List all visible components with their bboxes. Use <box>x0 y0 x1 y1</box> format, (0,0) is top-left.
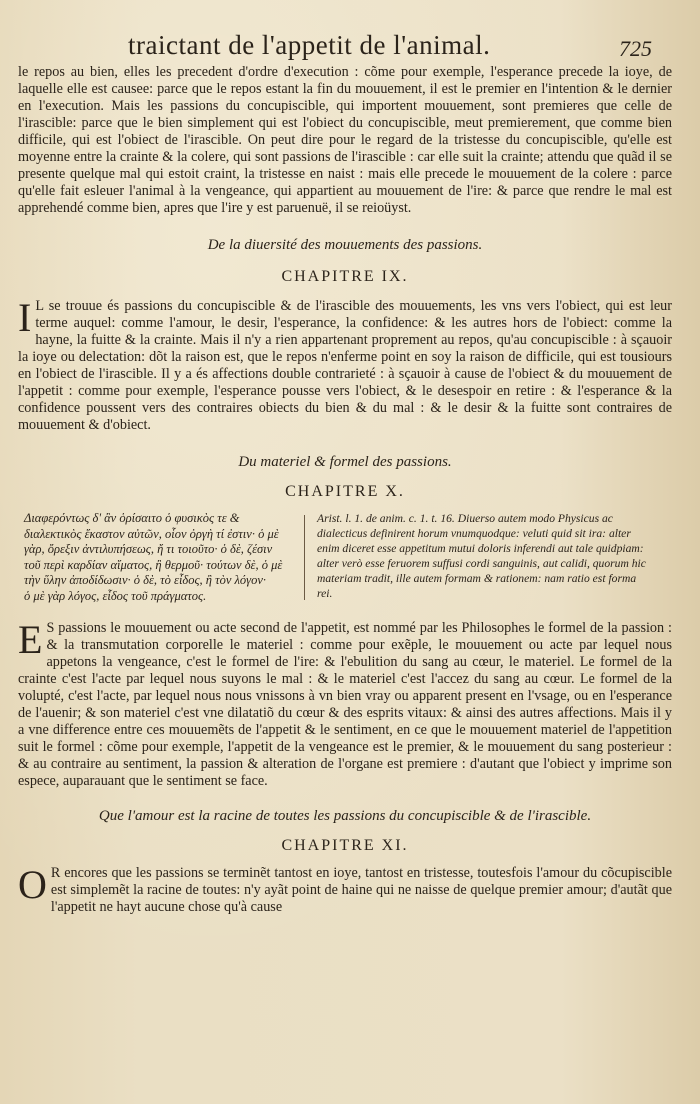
chapter-ix-text: L se trouue és passions du concupiscible & de l'irascible des mouuements, les vns vers l'obiect, qui est leur terme auquel: comme l'amour, le desir, l'esperance, la confidence: & les autres hors de l'obiect: comme la hayne, la fuitte & la crainte. Mais il n'y a rien appartenant proprement au repos, qu'au concupiscible : à sçauoir la ioye ou delectation: dõt la raison est, que le repos n'enferme point en soy la raison de difficile, qui est tousiours en l'obiect de l'irascible. Il y a és affections double contrarieté : à sçauoir à cause de l'obiect & du mouuement de l'appetit : comme pour exemple, l'esperance pousse vers l'obiect, & le desespoir en retire : & l'esperance & la confidence poussent vers des contraires obiects du bien & du mal : & le desir & la fuitte sont contraires de mouuement & d'obiect. <box>18 298 672 433</box>
page-number: 725 <box>619 36 652 61</box>
chapter-ix-paragraph <box>18 295 672 434</box>
dropcap-x: E <box>18 617 43 662</box>
chapter-xi-text: R encores que les passions se terminẽt tantost en ioye, tantost en tristesse, toutesfois l'amour du cõcupiscible est simplemẽt la racine de toutes: n'y ayãt point de haine qui ne naisse de quelque premier amour; d'autãt que l'appetit ne hayt aucune chose qu'à cause <box>50 865 672 915</box>
chapter-x-text: S passions le mouuement ou acte second de l'appetit, est nommé par les Philosophes le formel de la passion : & la transmutation corporelle le materiel : comme pour exẽple, le mouuement ou acte par lequel nous appetons la vengeance, c'est le formel de l'ire: & l'ebulition du sang au cœur, le materiel. Le formel de la crainte c'est l'acte par lequel nous suyons le mal : & le materiel c'est l'accez du sang au cœur. Le formel de la volupté, c'est l'acte, par lequel nous nous vnissons à vn bien vray ou apparent present en l'vsage, ou en l'esperance de l'auenir; & son materiel c'est vne dilatatiõ du cœur & des esprits vitaux: & ainsi des autres affections. Mais il y a vne difference entre ces mouuemẽts de l'appetit & le sentiment, en ce que le mouuement materiel de l'appetition suit le formel : cõme pour exemple, l'appetit de la vengeance est le premier, & le mouuement du sang posterieur : & au contraire au sentiment, la passion & alteration de l'organe est premiere : d'autant que l'obiect y imprime son espece, auparauant que le sentiment se face. <box>18 620 672 789</box>
chapter-heading-ix: CHAPITRE IX. <box>281 268 409 285</box>
dropcap-xi: O <box>18 862 47 907</box>
greek-quotation <box>24 511 296 604</box>
greek-line: ὁ μὲ γὰρ λόγος, εἶδος τοῦ πράγματος. <box>24 588 207 603</box>
greek-line: Διαφερόντως δ' ἂν ὁρίσαιτο ὁ φυσικὸς τε & <box>24 511 240 525</box>
intro-paragraph: le repos au bien, elles les precedent d'ordre d'execution : cõme pour exemple, l'esperance precede la ioye, de laquelle elle est causee: parce que le repos estant la fin du mouuement, il est le premier en l'intention & le dernier en l'execution. Mais les passions du concupiscible, qui importent mouuement, sont premieres que celle de l'irascible: parce que le bien simplement qui est l'obiect du concupiscible, meut premierement, que comme bien difficile, qui est l'obiect de l'irascible. On peut dire pour le regard de la tristesse du concupiscible, qu'elle est moyenne entre la crainte & la colere, qui sont passions de l'irascible : car elle suit la crainte; attendu que quãd il se presente quelque mal qui estoit craint, la tristesse en naist : mais elle precede le mouuement de la colere : parce qu'elle fait esleuer l'animal à la vengeance, qui appartient au mouuement de l'ire: & parce que rendre le mal est apprehendé comme bien, apres que l'ire y est paruenuë, il se reioüyst. <box>18 64 672 216</box>
greek-line: τὴν ὕλην ἀποδίδωσιν· ὁ δὲ, τὸ εἶδος, ἢ τὸν λόγον· <box>24 573 267 587</box>
chapter-x-paragraph <box>18 617 672 790</box>
dropcap-ix: I <box>18 295 32 340</box>
latin-text: Diuerso autem modo Physicus ac dialecticus definirent horum vnumquodque: veluti quid sit ira: alter enim diceret esse appetitum mutui doloris inferendi aut tale quidpiam: alter verò esse feruorem suffusi cordi sanguinis, aut calidi, quorum hic materiam tradit, ille autem formam & rationem: nam ratio est forma rei. <box>317 512 646 600</box>
page-header <box>18 0 672 62</box>
chapter-xi-paragraph <box>18 862 672 916</box>
section-title-x: Du materiel & formel des passions. <box>238 454 452 470</box>
greek-line: τοῦ περὶ καρδίαν αἵματος, ἢ θερμοῦ· τούτων δὲ, ὁ μὲ <box>24 557 283 572</box>
section-title-xi: Que l'amour est la racine de toutes les passions du concupiscible & de l'irascible. <box>98 808 592 824</box>
greek-line: διαλεκτικὸς ἕκαστον αὐτῶν, οἷον ὀργὴ τί ἐστιν· ὁ μὲ <box>24 526 279 541</box>
running-title: traictant de l'appetit de l'animal. <box>128 30 491 60</box>
quotation-divider <box>304 515 305 600</box>
quotation-block <box>24 511 654 620</box>
greek-line: γὰρ, ὄρεξιν ἀντιλυπήσεως, ἤ τι τοιοῦτο· ὁ δὲ, ζέσιν <box>24 542 273 556</box>
chapter-heading-xi: CHAPITRE XI. <box>281 837 409 854</box>
section-title-ix: De la diuersité des mouuements des passions. <box>207 237 483 253</box>
latin-reference: Arist. l. 1. de anim. c. 1. t. 16. <box>317 512 455 525</box>
latin-quotation <box>313 511 654 604</box>
chapter-heading-x: CHAPITRE X. <box>285 483 405 500</box>
